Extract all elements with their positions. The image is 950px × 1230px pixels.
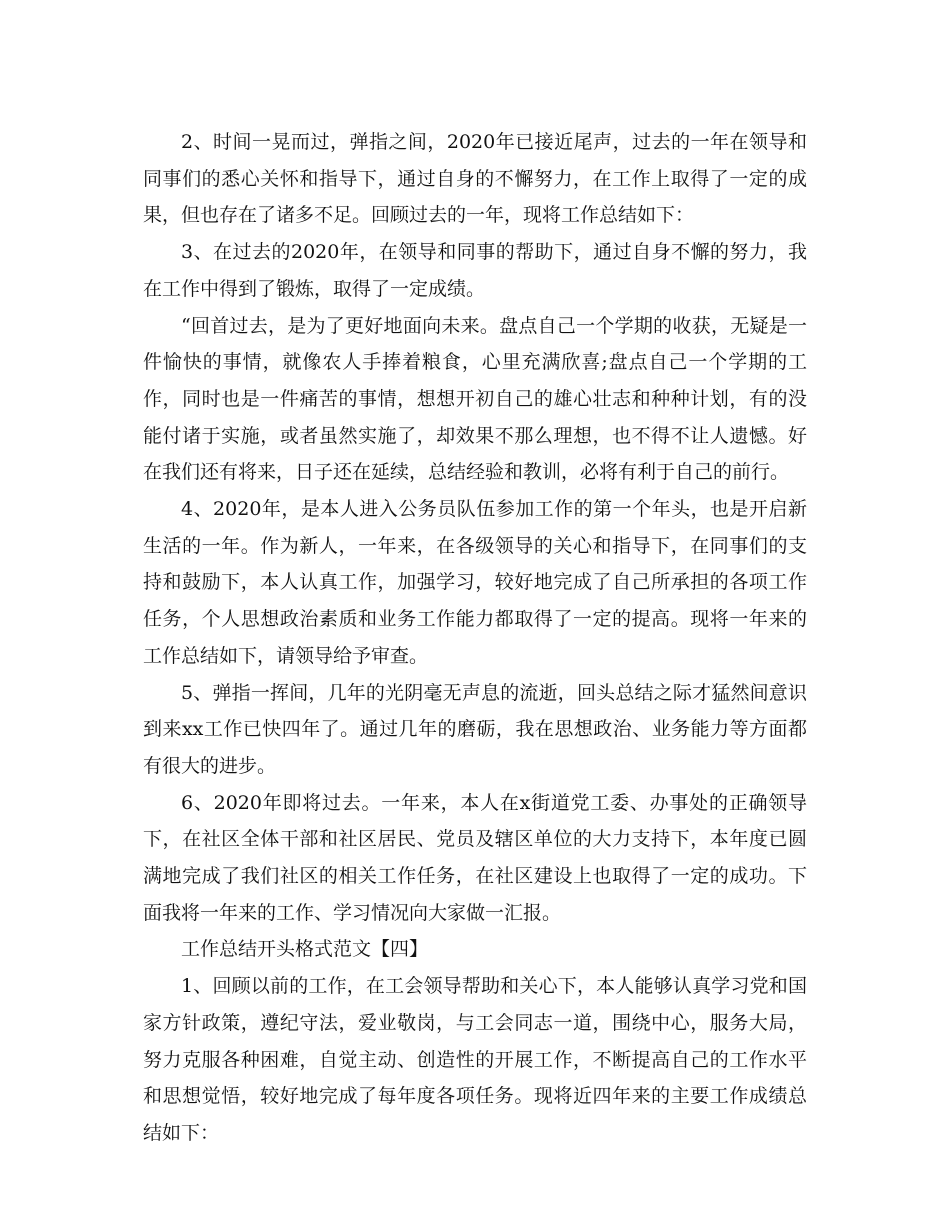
paragraph-quote: “回首过去，是为了更好地面向未来。盘点自己一个学期的收获，无疑是一件愉快的事情，就像农人手捧着粮食，心里充满欣喜;盘点自己一个学期的工作，同时也是一件痛苦的事情，想想开初自己的雄心壮志和种种计划，有的没能付诸于实施，或者虽然实施了，却效果不那么理想，也不得不让人遗憾。好在我们还有将来，日子还在延续，总结经验和教训，必将有利于自己的前行。	[143, 314, 807, 484]
paragraph-2: 2、时间一晃而过，弹指之间，2020年已接近尾声，过去的一年在领导和同事们的悉心关怀和指导下，通过自身的不懈努力，在工作上取得了一定的成果，但也存在了诸多不足。回顾过去的一年，现将工作总结如下：	[143, 131, 807, 227]
paragraph-4: 4、2020年，是本人进入公务员队伍参加工作的第一个年头，也是开启新生活的一年。作为新人，一年来，在各级领导的关心和指导下，在同事们的支持和鼓励下，本人认真工作，加强学习，较好地完成了自己所承担的各项工作任务，个人思想政治素质和业务工作能力都取得了一定的提高。现将一年来的工作总结如下，请领导给予审查。	[143, 498, 807, 667]
paragraph-5: 5、弹指一挥间，几年的光阴毫无声息的流逝，回头总结之际才猛然间意识到来xx工作已快四年了。通过几年的磨砺，我在思想政治、业务能力等方面都有很大的进步。	[143, 681, 807, 777]
paragraph-6: 6、2020年即将过去。一年来，本人在x街道党工委、办事处的正确领导下，在社区全体干部和社区居民、党员及辖区单位的大力支持下，本年度已圆满地完成了我们社区的相关工作任务，在社区建设上也取得了一定的成功。下面我将一年来的工作、学习情况向大家做一汇报。	[143, 791, 807, 924]
paragraph-1: 1、回顾以前的工作，在工会领导帮助和关心下，本人能够认真学习党和国家方针政策，遵纪守法，爱业敬岗，与工会同志一道，围绕中心，服务大局，努力克服各种困难，自觉主动、创造性的开展工作，不断提高自己的工作水平和思想觉悟，较好地完成了每年度各项任务。现将近四年来的主要工作成绩总结如下：	[143, 975, 807, 1144]
paragraph-3: 3、在过去的2020年，在领导和同事的帮助下，通过自身不懈的努力，我在工作中得到了锻炼，取得了一定成绩。	[143, 241, 807, 300]
section-heading: 工作总结开头格式范文【四】	[181, 938, 429, 961]
document-body	[143, 124, 807, 1152]
